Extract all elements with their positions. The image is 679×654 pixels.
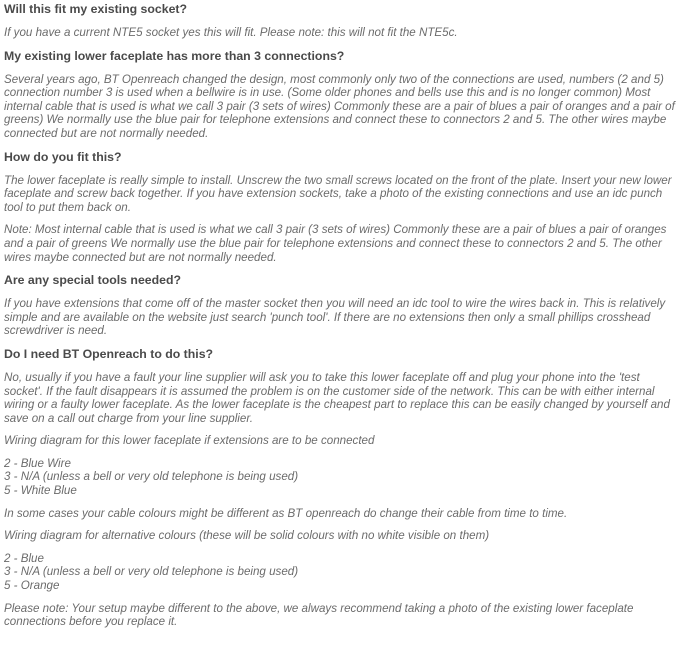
question-heading: My existing lower faceplate has more than 3 connections? xyxy=(4,48,345,63)
wiring-line: 3 - N/A (unless a bell or very old telephone is being used) xyxy=(4,565,299,579)
answer-note: Note: Most internal cable that is used is what we call 3 pair (3 sets of wires) Commonly these are a pair of blues a pair of oranges and a pair of greens We normally use the blue pair for telephone extensions and connect these to connectors 2 and 5. The other wires maybe connected but are not normally needed. xyxy=(4,223,667,264)
answer-paragraph: Several years ago, BT Openreach changed the design, most commonly only two of the connections are used, numbers (2 and 5) connection number 3 is used when a bellwire is in use. (Some older phones and bells use this and is no longer common) Most internal cable that is used is what we call 3 pair (3 sets of wires) Commonly these are a pair of blues a pair of oranges and a pair of greens) We normally use the blue pair for telephone extensions and connect these to connectors 2 and 5. The other wires maybe connected but are not normally needed. xyxy=(4,72,675,140)
question-heading: Will this fit my existing socket? xyxy=(4,2,188,16)
answer-paragraph: If you have extensions that come off of the master socket then you will need an idc tool to wire the wires back in. This is relatively simple and are available on the website just search 'punch tool'. If there are no extensions then only a small phillips crosshead screwdriver is need. xyxy=(4,297,666,338)
wiring-line: 2 - Blue xyxy=(4,551,44,565)
wiring-line: 3 - N/A (unless a bell or very old telephone is being used) xyxy=(4,470,299,484)
wiring-line: 5 - White Blue xyxy=(4,484,77,498)
answer-paragraph: The lower faceplate is really simple to install. Unscrew the two small screws located on the front of the plate. Insert your new lower faceplate and screw back together. If you have extension sockets, take a photo of the existing connections and use an idc punch tool to put them back on. xyxy=(4,173,672,214)
wiring-diagram-title: Wiring diagram for alternative colours (these will be solid colours with no white visible on them) xyxy=(4,529,490,543)
answer-paragraph: No, usually if you have a fault your line supplier will ask you to take this lower faceplate off and plug your phone into the 'test socket'. If the fault disappears it is assumed the problem is on the customer side of the network. This can be with either internal wiring or a faulty lower faceplate. As the lower faceplate is the cheapest part to replace this can be easily changed by yourself and save on a call out charge from your line supplier. xyxy=(4,370,670,425)
question-heading: How do you fit this? xyxy=(4,149,122,164)
question-heading: Are any special tools needed? xyxy=(4,273,181,288)
closing-note: Please note: Your setup maybe different to the above, we always recommend taking a photo of the existing lower faceplate connections before you replace it. xyxy=(4,601,634,629)
cable-colour-note: In some cases your cable colours might be different as BT openreach do change their cable from time to time. xyxy=(4,506,568,520)
question-heading: Do I need BT Openreach to do this? xyxy=(4,346,214,361)
wiring-line: 2 - Blue Wire xyxy=(4,456,71,470)
wiring-diagram-title: Wiring diagram for this lower faceplate if extensions are to be connected xyxy=(4,434,375,448)
answer-paragraph: If you have a current NTE5 socket yes this will fit. Please note: this will not fit the NTE5c. xyxy=(4,26,458,39)
wiring-list xyxy=(4,552,675,593)
wiring-list xyxy=(4,457,675,498)
wiring-line: 5 - Orange xyxy=(4,579,60,593)
